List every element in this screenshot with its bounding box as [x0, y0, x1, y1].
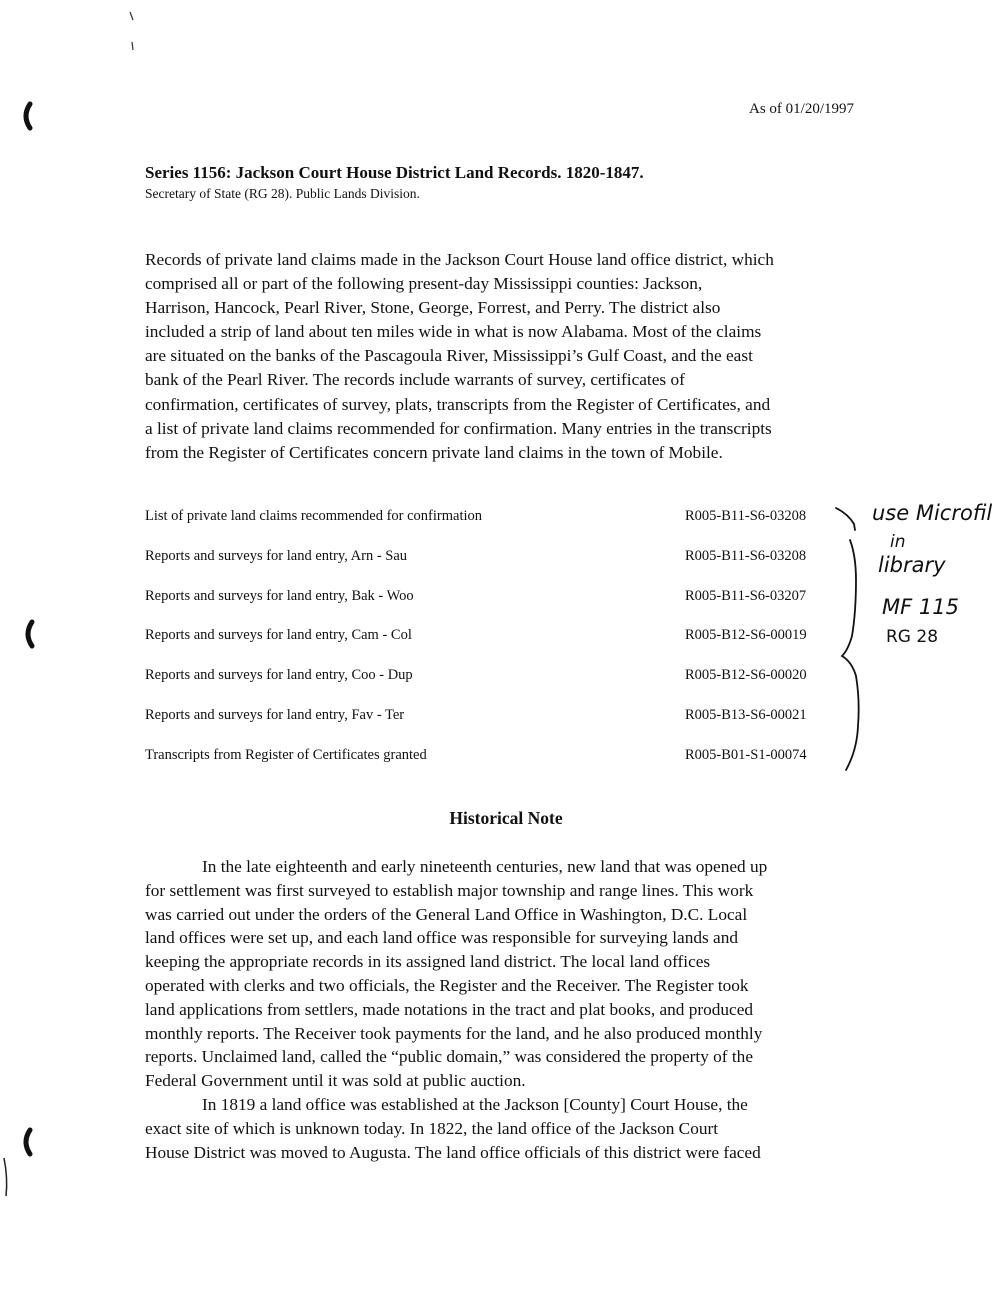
paragraph-line: land applications from settlers, made notations in the tract and plat books, and produced	[145, 999, 754, 1019]
record-label: Reports and surveys for land entry, Arn - Sau	[145, 548, 408, 564]
paragraph-line: In 1819 a land office was established at the Jackson [County] Court House, the	[202, 1094, 748, 1114]
record-label: Reports and surveys for land entry, Bak - Woo	[145, 588, 414, 604]
intro-line: confirmation, certificates of survey, plats, transcripts from the Register of Certificates, and	[145, 394, 771, 414]
record-label: Reports and surveys for land entry, Fav - Ter	[145, 707, 405, 723]
series-title: Series 1156: Jackson Court House District Land Records. 1820-1847.	[145, 163, 644, 182]
intro-line: comprised all or part of the following present-day Mississippi counties: Jackson,	[145, 274, 703, 294]
record-code: R005-B11-S6-03207	[685, 588, 807, 604]
intro-line: are situated on the banks of the Pascagoula River, Mississippi’s Gulf Coast, and the east	[145, 346, 753, 366]
record-code: R005-B01-S1-00074	[685, 747, 807, 763]
paragraph-line: land offices were set up, and each land office was responsible for surveying lands and	[145, 928, 738, 948]
handwritten-note: in	[890, 532, 906, 552]
intro-line: Harrison, Hancock, Pearl River, Stone, George, Forrest, and Perry. The district also	[145, 298, 721, 318]
document-date: As of 01/20/1997	[749, 101, 854, 117]
series-subtitle: Secretary of State (RG 28). Public Lands Division.	[145, 186, 420, 201]
scan-speck	[132, 42, 133, 50]
record-label: Reports and surveys for land entry, Coo - Dup	[145, 667, 413, 683]
paragraph-line: reports. Unclaimed land, called the “public domain,” was considered the property of the	[145, 1047, 753, 1067]
handwritten-note: use Microfil	[872, 501, 992, 525]
record-code: R005-B13-S6-00021	[685, 707, 807, 723]
record-code: R005-B11-S6-03208	[685, 548, 807, 564]
punch-hole-mark	[26, 104, 30, 128]
punch-hole-mark	[28, 622, 32, 646]
intro-line: from the Register of Certificates concern private land claims in the town of Mobile.	[145, 442, 723, 462]
handwritten-note: RG 28	[886, 627, 939, 647]
record-label: List of private land claims recommended for confirmation	[145, 508, 483, 524]
record-label: Reports and surveys for land entry, Cam - Col	[145, 627, 412, 643]
paragraph-line: House District was moved to Augusta. The land office officials of this district were faced	[145, 1142, 761, 1162]
handwritten-note: MF 115	[882, 595, 959, 619]
record-code: R005-B11-S6-03208	[685, 508, 807, 524]
scan-speck	[4, 1158, 7, 1196]
paragraph-line: monthly reports. The Receiver took payments for the land, and he also produced monthly	[145, 1023, 763, 1043]
punch-hole-mark	[26, 1130, 30, 1154]
paragraph-line: operated with clerks and two officials, the Register and the Receiver. The Register took	[145, 975, 749, 995]
paragraph-line: was carried out under the orders of the General Land Office in Washington, D.C. Local	[145, 904, 748, 924]
scan-speck	[130, 12, 133, 20]
paragraph-line: In the late eighteenth and early nineteenth centuries, new land that was opened up	[202, 857, 768, 876]
historical-note-body	[145, 855, 885, 1164]
paragraph-line: keeping the appropriate records in its assigned land district. The local land offices	[145, 952, 711, 972]
brace-stroke	[842, 540, 859, 770]
paragraph-line: Federal Government until it was sold at public auction.	[145, 1071, 526, 1091]
historical-note-title: Historical Note	[449, 808, 563, 828]
brace-stroke	[836, 508, 855, 530]
paragraph-line: exact site of which is unknown today. In 1822, the land office of the Jackson Court	[145, 1118, 719, 1138]
intro-line: a list of private land claims recommended for confirmation. Many entries in the transcripts	[145, 418, 772, 438]
handwritten-note: library	[878, 553, 946, 577]
record-code: R005-B12-S6-00020	[685, 667, 807, 683]
record-label: Transcripts from Register of Certificates granted	[145, 747, 427, 763]
intro-line: included a strip of land about ten miles wide in what is now Alabama. Most of the claims	[145, 322, 762, 342]
intro-line: Records of private land claims made in the Jackson Court House land office district, which	[145, 250, 774, 269]
paragraph-line: for settlement was first surveyed to establish major township and range lines. This work	[145, 880, 754, 900]
intro-line: bank of the Pearl River. The records include warrants of survey, certificates of	[145, 370, 685, 390]
record-code: R005-B12-S6-00019	[685, 627, 807, 643]
